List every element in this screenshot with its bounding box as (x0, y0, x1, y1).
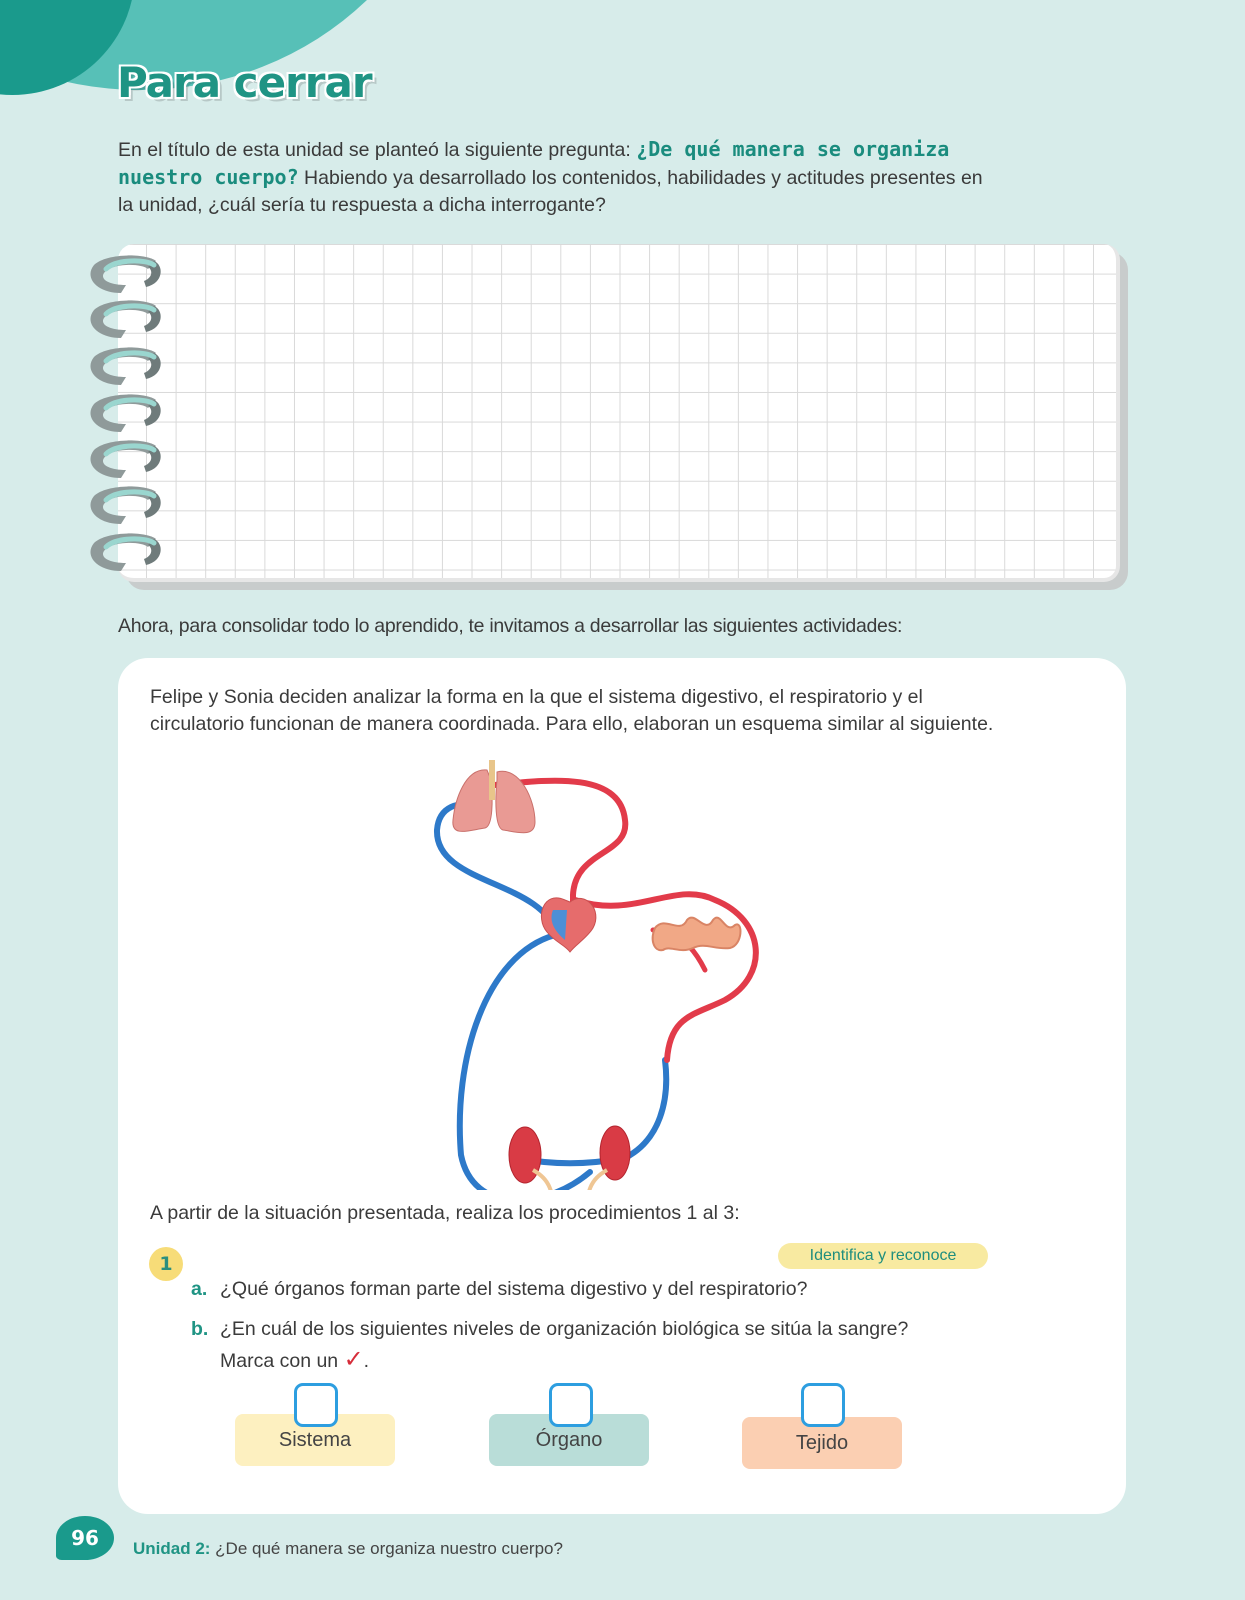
question-b-instruction-text: Marca con un (220, 1350, 344, 1372)
page-number: 96 (56, 1516, 114, 1560)
option-sistema: Sistema (235, 1414, 395, 1466)
question-b-period: . (363, 1350, 370, 1372)
unit-question: ¿De qué manera se organiza nuestro cuerpo? (118, 137, 950, 189)
checkbox-tejido[interactable] (801, 1383, 845, 1427)
small-intestine (653, 918, 741, 951)
question-a-text: ¿Qué órganos forman parte del sistema digestivo y del respiratorio? (220, 1278, 808, 1300)
spiral-ring-icon (86, 345, 166, 389)
option-tejido: Tejido (742, 1417, 902, 1469)
circulatory-diagram (425, 760, 795, 1190)
footer-unit-title: ¿De qué manera se organiza nuestro cuerpo? (210, 1539, 563, 1558)
intro-rest: Habiendo ya desarrollado los contenidos, habilidades y actitudes presentes en la unidad, ¿cuál sería tu respuesta a dicha interrogante? (118, 167, 983, 216)
spiral-ring-icon (86, 531, 166, 575)
activities-intro: Ahora, para consolidar todo lo aprendido, te invitamos a desarrollar las siguientes actividades: (118, 615, 903, 637)
skill-tag: Identifica y reconoce (778, 1243, 988, 1269)
question-b-letter: b. (191, 1318, 209, 1340)
question-b-instruction (220, 1345, 369, 1374)
left-lung (453, 770, 492, 832)
check-mark-icon: ✓ (343, 1346, 364, 1373)
blue-vessel-right-bottom (625, 1060, 666, 1158)
trachea (489, 760, 495, 800)
question-b (191, 1318, 208, 1341)
notebook-answer-area[interactable] (118, 244, 1120, 582)
spiral-ring-icon (86, 253, 166, 297)
spiral-ring-icon (86, 438, 166, 482)
section-title: Para cerrar (117, 58, 372, 107)
intro-paragraph (118, 136, 998, 219)
spiral-ring-icon (86, 298, 166, 342)
checkbox-sistema[interactable] (294, 1383, 338, 1427)
procedure-number-badge: 1 (149, 1247, 183, 1281)
checkbox-organo[interactable] (549, 1383, 593, 1427)
activity-instruction: A partir de la situación presentada, realiza los procedimientos 1 al 3: (150, 1202, 740, 1224)
left-kidney (509, 1127, 541, 1183)
question-a (191, 1278, 207, 1301)
footer-unit-label: Unidad 2: (133, 1539, 211, 1558)
activity-context: Felipe y Sonia deciden analizar la forma en la que el sistema digestivo, el respiratorio y el circulatorio funcionan de manera coordinada. Para ello, elaboran un esquema similar al siguiente. (150, 686, 994, 735)
heart (541, 898, 595, 952)
red-vessel-right (575, 894, 756, 1060)
spiral-ring-icon (86, 484, 166, 528)
intro-lead: En el título de esta unidad se planteó la siguiente pregunta: (118, 139, 637, 161)
option-organo: Órgano (489, 1414, 649, 1466)
question-a-letter: a. (191, 1278, 208, 1300)
left-ureter (533, 1170, 555, 1190)
question-b-text: ¿En cuál de los siguientes niveles de organización biológica se sitúa la sangre? (220, 1318, 909, 1340)
footer-unit (133, 1539, 563, 1559)
spiral-ring-icon (86, 392, 166, 436)
